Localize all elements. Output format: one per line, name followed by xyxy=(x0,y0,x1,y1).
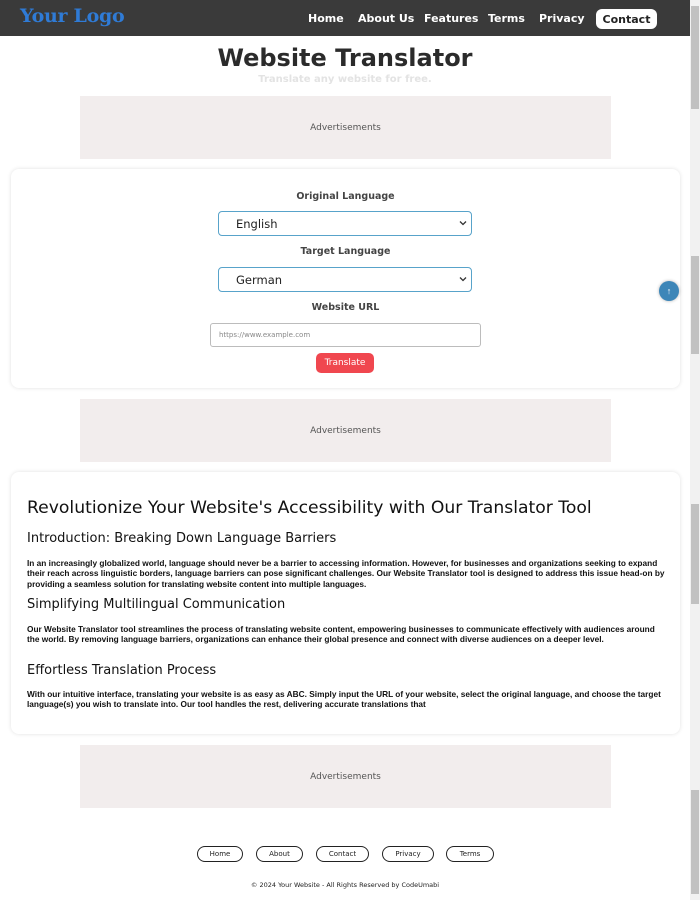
website-url-input[interactable] xyxy=(210,323,481,347)
scrollbar-thumb[interactable] xyxy=(691,790,699,894)
section-body: In an increasingly globalized world, language should never be a barrier to accessing information. However, for businesses and organizations seeking to expand their reach across linguistic borders, language barriers can pose significant challenges. Our Website Translator tool is designed to address this issue head-on by providing a seamless solution for translating website content into multiple languages. xyxy=(27,558,665,589)
footer-about-link[interactable]: About xyxy=(256,846,303,862)
footer-privacy-link[interactable]: Privacy xyxy=(382,846,434,862)
scrollbar-thumb[interactable] xyxy=(691,504,699,604)
original-language-label: Original Language xyxy=(296,191,395,202)
nav-terms-link[interactable]: Terms xyxy=(488,12,525,25)
translate-button[interactable]: Translate xyxy=(316,353,374,373)
page-subtitle: Translate any website for free. xyxy=(258,74,432,85)
scrollbar-thumb[interactable] xyxy=(691,256,699,354)
target-language-select[interactable] xyxy=(218,267,472,292)
advertisement-banner: Advertisements xyxy=(80,399,611,462)
nav-privacy-link[interactable]: Privacy xyxy=(539,12,585,25)
page-title: Website Translator xyxy=(217,44,473,72)
section-title: Effortless Translation Process xyxy=(27,663,217,678)
contact-button[interactable]: Contact xyxy=(596,9,657,29)
url-placeholder: https://www.example.com xyxy=(219,331,311,339)
chevron-down-icon xyxy=(459,219,467,227)
nav-home-link[interactable]: Home xyxy=(308,12,344,25)
scrollbar-thumb[interactable] xyxy=(691,6,699,109)
footer-terms-link[interactable]: Terms xyxy=(446,846,494,862)
advertisement-banner: Advertisements xyxy=(80,745,611,808)
article-heading: Revolutionize Your Website's Accessibility with Our Translator Tool xyxy=(27,498,592,518)
chevron-down-icon xyxy=(459,275,467,283)
page-scrollbar[interactable] xyxy=(690,0,700,900)
section-body: With our intuitive interface, translating your website is as easy as ABC. Simply input the URL of your website, select the original language, and choose the target language(s) you wish to translate into. Our tool handles the rest, delivering accurate translations that xyxy=(27,689,661,710)
scroll-to-top-button[interactable] xyxy=(659,281,679,301)
up-arrow-icon: ↑ xyxy=(666,286,672,296)
nav-features-link[interactable]: Features xyxy=(424,12,479,25)
target-language-label: Target Language xyxy=(300,246,391,257)
translator-form-card xyxy=(11,169,680,388)
original-language-value: English xyxy=(236,216,278,231)
nav-about-link[interactable]: About Us xyxy=(358,12,415,25)
top-navbar xyxy=(0,0,690,36)
original-language-select[interactable] xyxy=(218,211,472,236)
target-language-value: German xyxy=(236,272,283,287)
footer-contact-link[interactable]: Contact xyxy=(316,846,369,862)
section-body: Our Website Translator tool streamlines the process of translating website content, empowering businesses to communicate effectively with audiences around the world. By removing language barriers, organizations can enhance their global presence and connect with diverse audiences on a deeper level. xyxy=(27,624,655,645)
copyright-text: © 2024 Your Website - All Rights Reserved by CodeUmabi xyxy=(250,881,440,889)
article-card xyxy=(11,472,680,734)
site-logo[interactable]: Your Logo xyxy=(20,5,125,27)
website-url-label: Website URL xyxy=(311,302,380,313)
section-title: Simplifying Multilingual Communication xyxy=(27,597,286,612)
section-title: Introduction: Breaking Down Language Barriers xyxy=(27,531,337,546)
advertisement-banner: Advertisements xyxy=(80,96,611,159)
footer-home-link[interactable]: Home xyxy=(197,846,243,862)
